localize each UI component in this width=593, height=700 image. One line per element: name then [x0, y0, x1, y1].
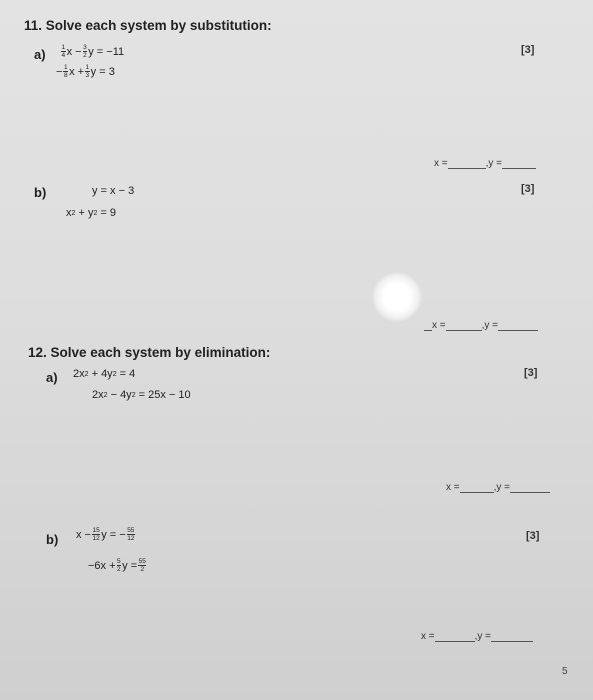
answer-y-label: ,y =: [493, 482, 511, 493]
answer-y-blank[interactable]: [498, 321, 538, 331]
fraction: $\frac{1}{4}$: [61, 44, 66, 59]
q12-title: 12. Solve each system by elimination:: [28, 345, 271, 360]
q12a-answer-line: [446, 482, 550, 493]
answer-x-label: x =: [432, 320, 446, 331]
fraction: $\frac{1}{3}$: [85, 64, 90, 79]
q12a-equation-2: 2x 2 − 4y 2 = 25x − 10: [92, 389, 191, 401]
answer-lead-blank: [424, 321, 432, 331]
q11a-label: a): [34, 47, 46, 62]
q12b-equation-1: x − $\frac{15}{12}$ y = − $\frac{55}{12}$: [76, 527, 135, 542]
q11a-marks: [3]: [521, 44, 535, 56]
q11-title: 11. Solve each system by substitution:: [24, 18, 272, 33]
q12b-answer-line: [421, 631, 533, 642]
q12a-equation-1: 2x 2 + 4y 2 = 4: [73, 368, 136, 380]
answer-x-blank[interactable]: [448, 159, 486, 169]
camera-glare: [372, 272, 422, 322]
q11a-equation-2: − $\frac{1}{8}$ x + $\frac{1}{3}$ y = 3: [56, 64, 115, 79]
answer-y-label: ,y =: [474, 631, 492, 642]
page-number: 5: [562, 666, 568, 677]
q11b-equation-2: x 2 + y 2 = 9: [66, 207, 117, 219]
fraction: $\frac{55}{2}$: [138, 558, 146, 573]
q12a-label: a): [46, 370, 58, 385]
answer-x-label: x =: [446, 482, 460, 493]
answer-x-blank[interactable]: [460, 483, 494, 493]
q11b-answer-line: [424, 320, 538, 331]
fraction: $\frac{3}{2}$: [83, 44, 87, 59]
answer-x-label: x =: [421, 631, 435, 642]
q12b-label: b): [46, 532, 59, 547]
answer-x-blank[interactable]: [435, 632, 475, 642]
q11a-answer-line: [434, 158, 536, 169]
q12a-marks: [3]: [524, 367, 538, 379]
answer-y-blank[interactable]: [502, 159, 536, 169]
q11b-marks: [3]: [521, 183, 535, 195]
fraction: $\frac{15}{12}$: [92, 527, 100, 542]
q11a-equation-1: $\frac{1}{4}$ x − $\frac{3}{2}$ y = −11: [61, 44, 125, 59]
answer-x-label: x =: [434, 158, 448, 169]
q12b-equation-2: −6x + $\frac{5}{2}$ y = $\frac{55}{2}$: [88, 558, 146, 573]
fraction: $\frac{1}{8}$: [63, 64, 68, 79]
answer-y-label: ,y =: [485, 158, 503, 169]
fraction: $\frac{5}{2}$: [117, 558, 121, 573]
answer-y-label: ,y =: [481, 320, 499, 331]
answer-x-blank[interactable]: [446, 321, 482, 331]
q11b-equation-1: y = x − 3: [92, 185, 135, 197]
fraction: $\frac{55}{12}$: [127, 527, 135, 542]
answer-y-blank[interactable]: [510, 483, 550, 493]
q11b-label: b): [34, 185, 47, 200]
q12b-marks: [3]: [526, 530, 540, 542]
answer-y-blank[interactable]: [491, 632, 533, 642]
